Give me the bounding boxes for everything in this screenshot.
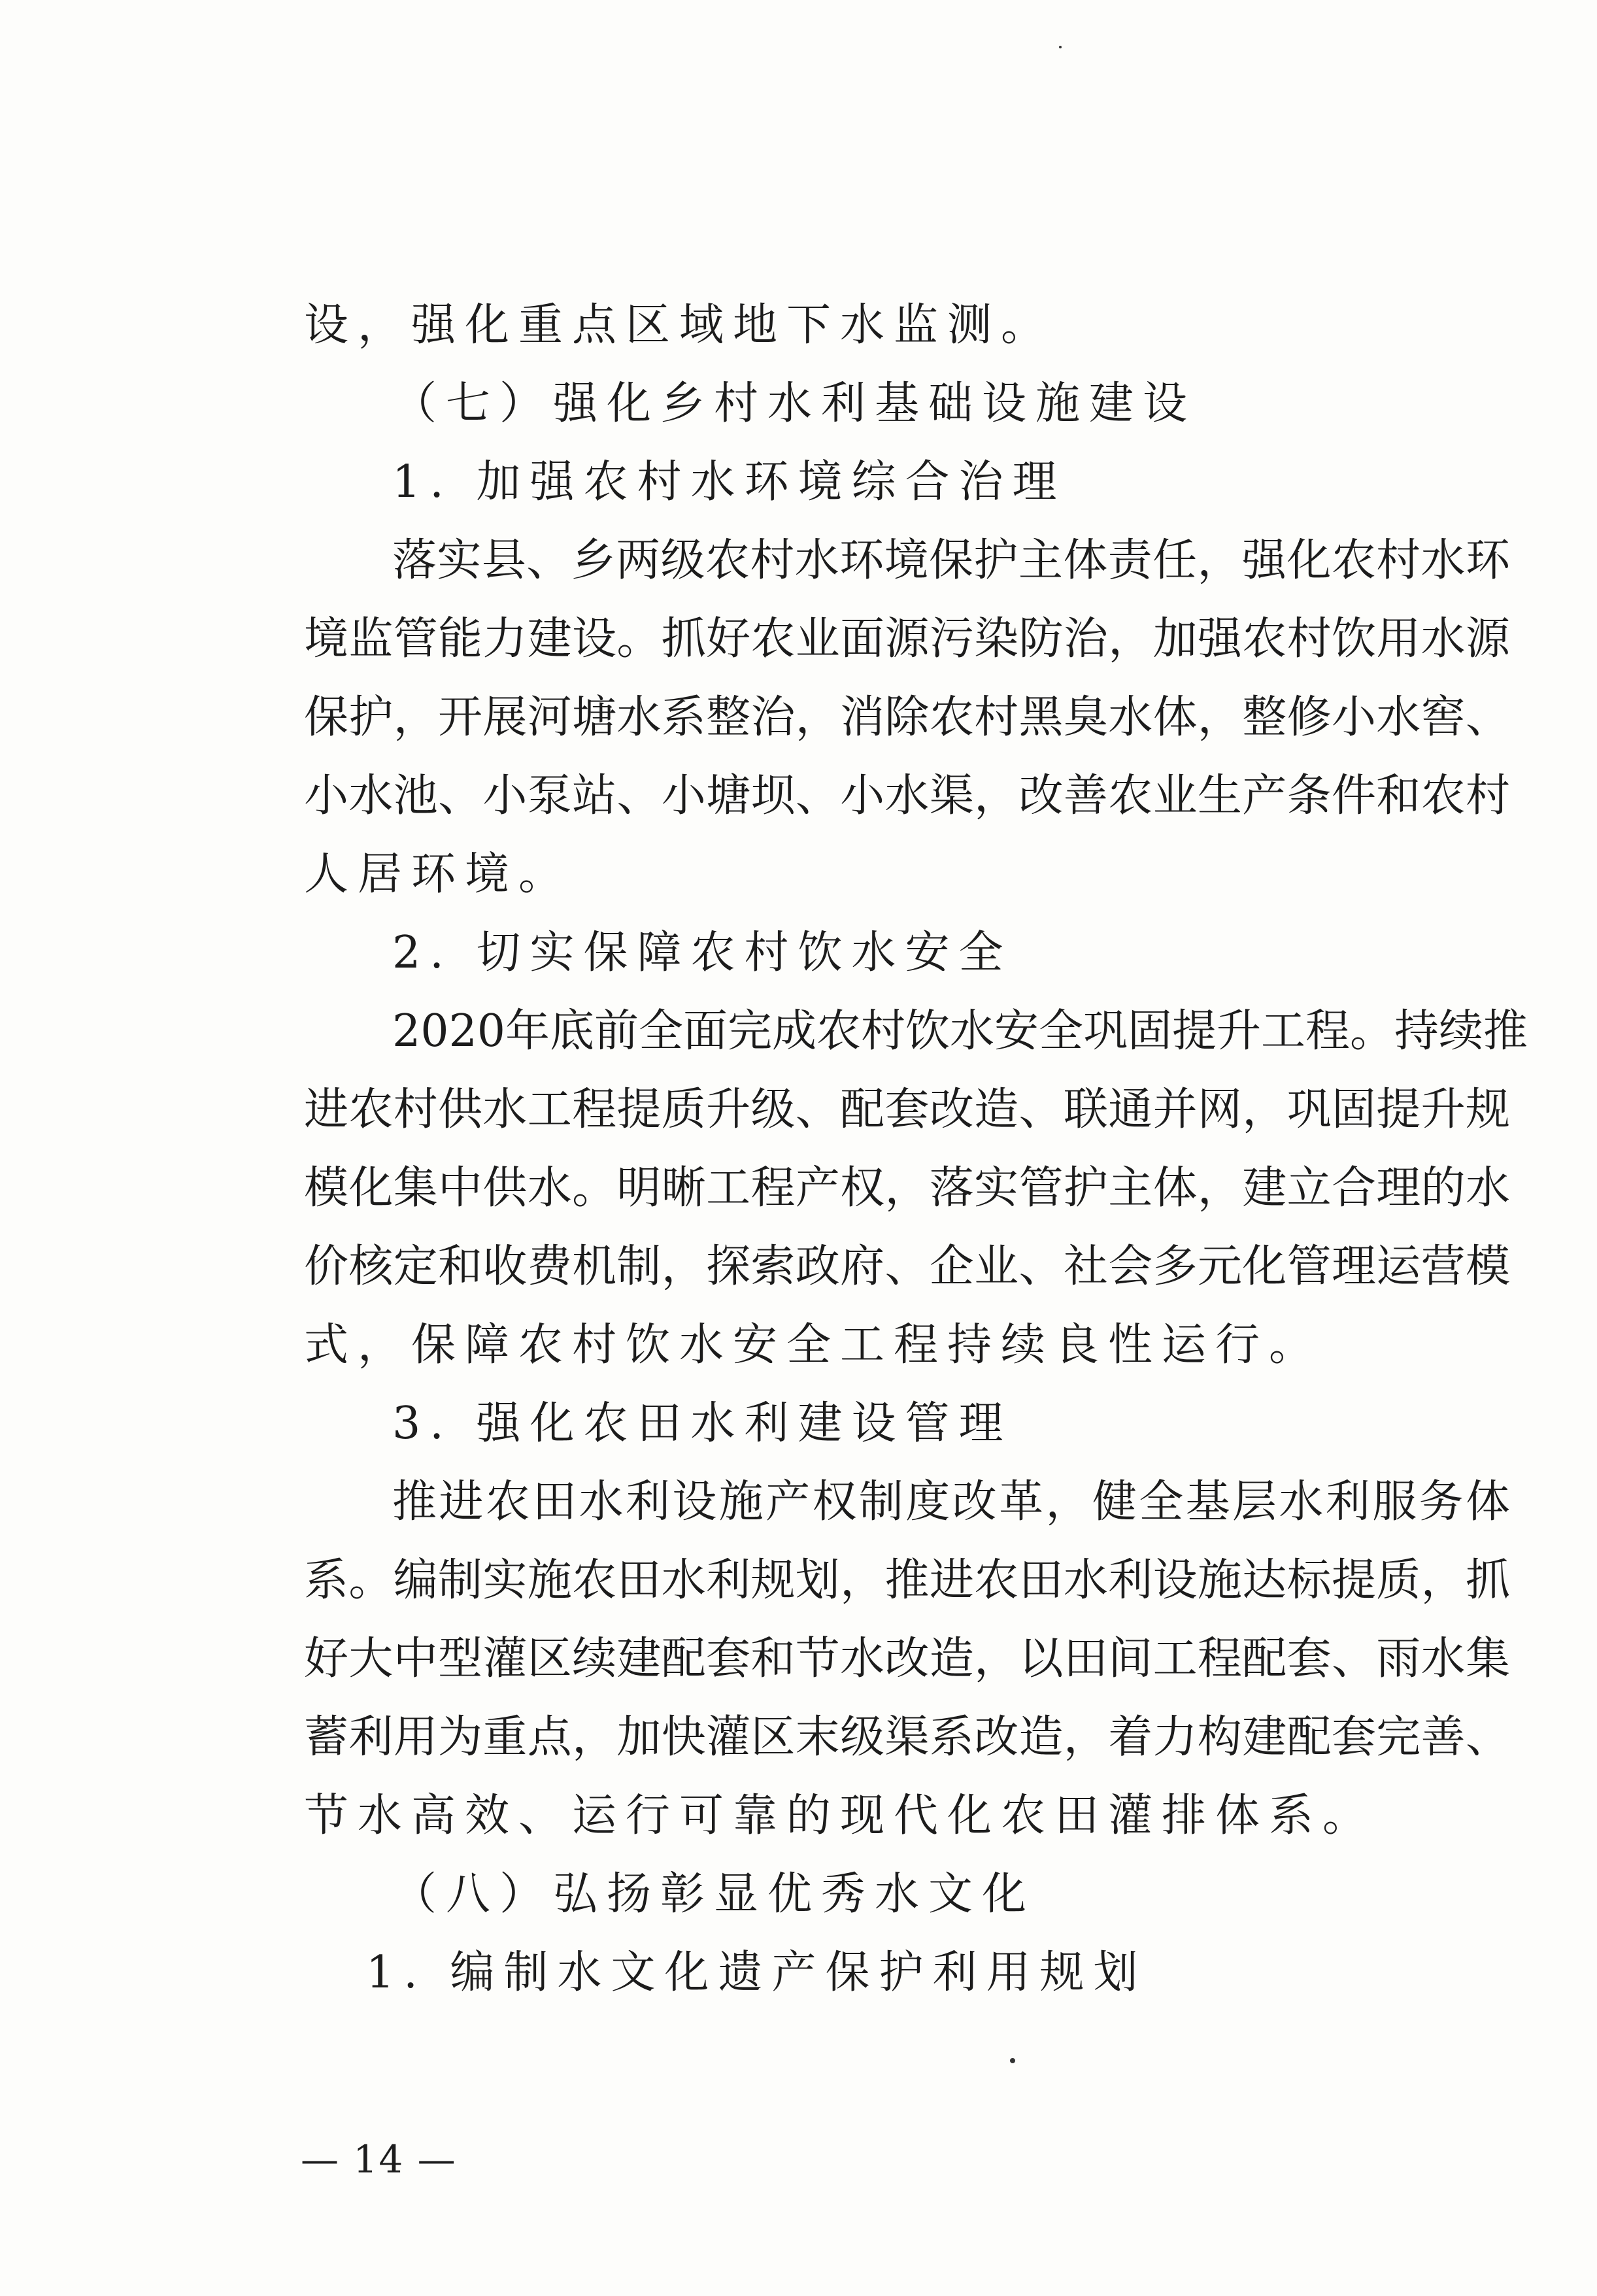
- paragraph-line: 设，强化重点区域地下水监测。: [304, 299, 1055, 351]
- paragraph-line: 蓄利用为重点，加快灌区末级渠系改造，着力构建配套完善、: [304, 1712, 1510, 1763]
- subsection-heading: 1. 编制水文化遗产保护利用规划: [366, 1947, 1147, 1999]
- paragraph-line: 模化集中供水。明晰工程产权，落实管护主体，建立合理的水: [304, 1162, 1510, 1214]
- paragraph-line: 境监管能力建设。抓好农业面源污染防治，加强农村饮用水源: [304, 613, 1510, 665]
- paragraph-line: 落实县、乡两级农村水环境保护主体责任，强化农村水环: [392, 535, 1510, 586]
- paragraph-line: 人居环境。: [304, 849, 573, 900]
- paragraph-line: 好大中型灌区续建配套和节水改造，以田间工程配套、雨水集: [304, 1633, 1510, 1685]
- paragraph-line: 2020年底前全面完成农村饮水安全巩固提升工程。持续推: [392, 1005, 1528, 1057]
- subsection-heading: 1. 加强农村水环境综合治理: [392, 456, 1066, 508]
- paragraph-line: 保护，开展河塘水系整治，消除农村黑臭水体，整修小水窖、: [304, 692, 1510, 743]
- section-heading: （八）弘扬彰显优秀水文化: [392, 1868, 1036, 1920]
- paragraph-line: 价核定和收费机制，探索政府、企业、社会多元化管理运营模: [304, 1241, 1510, 1292]
- subsection-heading: 3. 强化农田水利建设管理: [392, 1398, 1013, 1449]
- paragraph-line: 小水池、小泵站、小塘坝、小水渠，改善农业生产条件和农村: [304, 770, 1510, 822]
- paragraph-line: 式，保障农村饮水安全工程持续良性运行。: [304, 1319, 1323, 1371]
- paragraph-line: 推进农田水利设施产权制度改革，健全基层水利服务体: [392, 1476, 1510, 1528]
- paragraph-line: 进农村供水工程提质升级、配套改造、联通并网，巩固提升规: [304, 1084, 1510, 1136]
- subsection-heading: 2. 切实保障农村饮水安全: [392, 927, 1013, 979]
- paragraph-line: 节水高效、运行可靠的现代化农田灌排体系。: [304, 1790, 1377, 1842]
- paragraph-line: 系。编制实施农田水利规划，推进农田水利设施达标提质，抓: [304, 1555, 1510, 1606]
- section-heading: （七）强化乡村水利基础设施建设: [392, 378, 1197, 430]
- scan-speck: [1010, 2058, 1015, 2063]
- scan-speck: [1059, 46, 1062, 48]
- page-number: — 14 —: [301, 2137, 457, 2182]
